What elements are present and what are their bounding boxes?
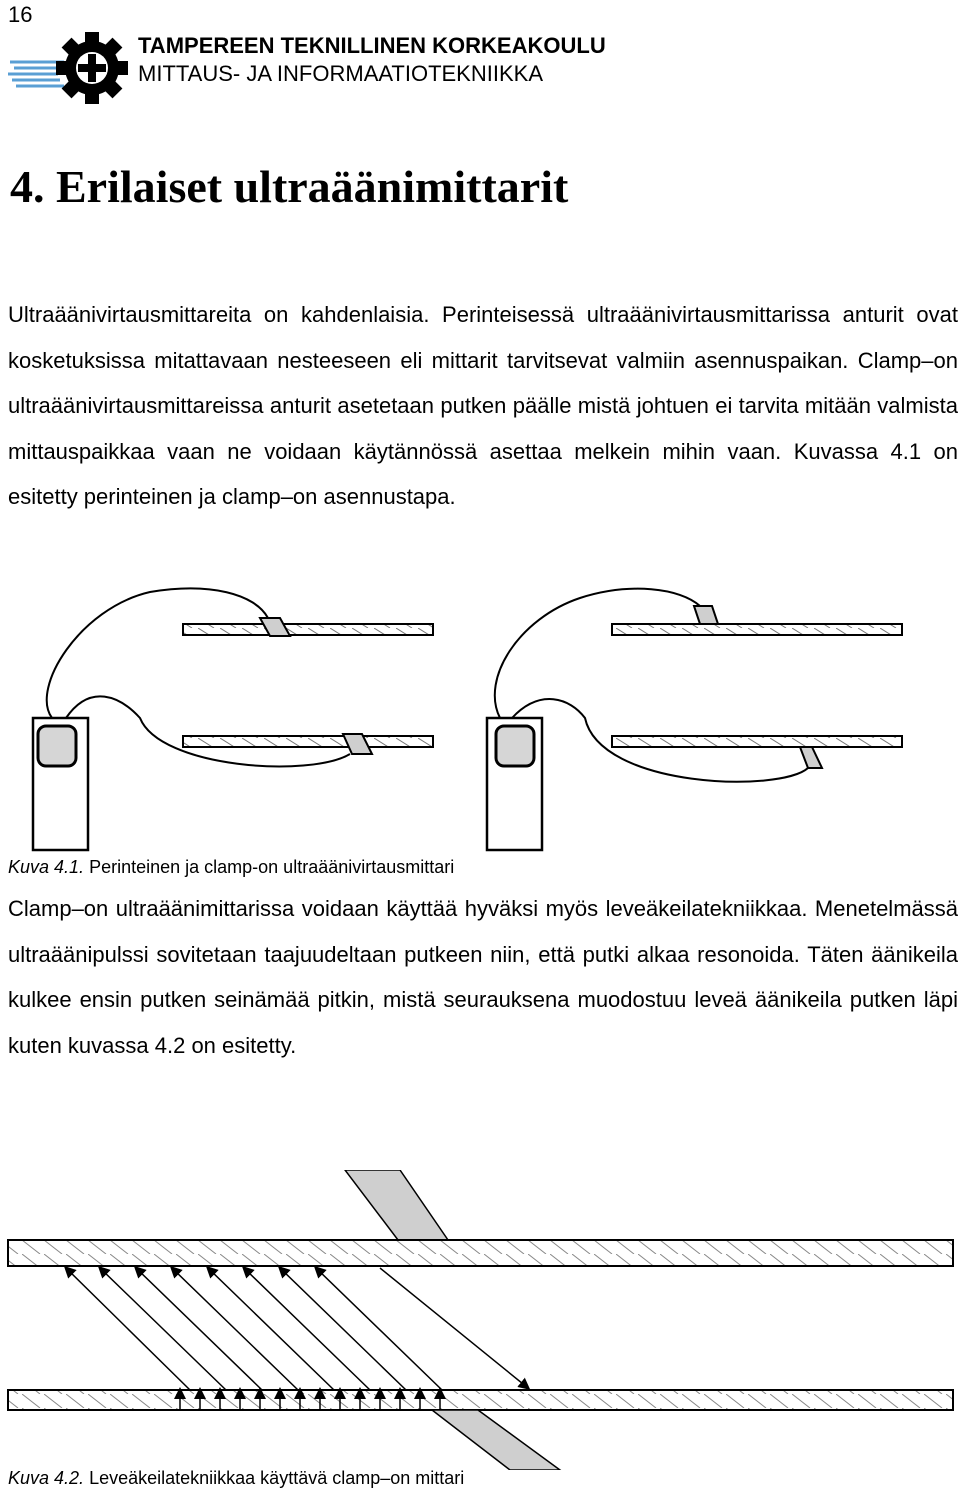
figure-4-1-caption xyxy=(8,857,454,878)
wide-beam-diagram xyxy=(8,1170,953,1470)
figure-4-1 xyxy=(0,578,960,858)
conventional-meter-diagram xyxy=(33,588,433,850)
lower-clamp-transducer xyxy=(800,747,822,768)
upper-pipe-wall xyxy=(8,1240,953,1266)
lower-pipe-wall xyxy=(183,736,433,747)
cable-to-lower xyxy=(66,696,350,766)
page-number: 16 xyxy=(8,2,33,27)
logo-gear xyxy=(56,32,128,104)
lower-pipe-wall xyxy=(8,1390,953,1410)
lower-beam-transducer xyxy=(432,1410,560,1470)
upper-pipe-wall xyxy=(612,624,902,635)
body-paragraph-2: Clamp–on ultraäänimittarissa voidaan käyttää hyväksi myös leveäkeilatekniikkaa. Menetelmässä ultraäänipulssi sovitetaan taajuudeltaan putkeen niin, että putki alkaa resonoida. Täten äänikeila kulkee ensin putken seinämää pitkin, mistä seurauksena muodostuu leveä äänikeila putken läpi kuten kuvassa 4.2 on esitetty. xyxy=(8,896,958,1058)
department-name: MITTAUS- JA INFORMAATIOTEKNIIKKA xyxy=(138,61,543,86)
logo-speed-lines xyxy=(8,62,64,86)
university-logo xyxy=(8,28,132,110)
figure-caption-text: Perinteinen ja clamp-on ultraäänivirtausmittari xyxy=(89,857,455,877)
figure-4-2 xyxy=(0,1170,960,1470)
header-block xyxy=(138,32,606,88)
upper-clamp-transducer xyxy=(694,606,718,624)
meter-display xyxy=(496,726,534,766)
upper-beam-transducer xyxy=(345,1170,448,1240)
figure-label: Kuva 4.2. xyxy=(8,1468,85,1488)
institution-name: TAMPEREEN TEKNILLINEN KORKEAKOULU xyxy=(138,33,606,58)
meter-display xyxy=(38,726,76,766)
clamp-on-meter-diagram xyxy=(487,589,902,850)
chapter-heading: 4. Erilaiset ultraäänimittarit xyxy=(10,161,569,212)
cable-to-upper xyxy=(47,588,268,718)
body-paragraph-1: Ultraäänivirtausmittareita on kahdenlaisia. Perinteisessä ultraäänivirtausmittarissa anturit ovat kosketuksissa mitattavaan nesteeseen eli mittarit tarvitsevat valmiin asennuspaikan. Clamp–on ultraäänivirtausmittareissa anturit asetetaan putken päälle mistä johtuen ei tarvita mitään valmista mittauspaikkaa vaan ne voidaan käytännössä asettaa melkein mihin vaan. Kuvassa 4.1 on esitetty perinteinen ja clamp–on asennustapa. xyxy=(8,302,958,510)
upper-pipe-wall xyxy=(183,624,433,635)
cable-to-upper xyxy=(495,589,700,718)
lower-pipe-wall xyxy=(612,736,902,747)
figure-4-2-caption xyxy=(8,1468,464,1489)
figure-label: Kuva 4.1. xyxy=(8,857,85,877)
sound-beam-rays xyxy=(66,1268,528,1390)
figure-caption-text: Leveäkeilatekniikkaa käyttävä clamp–on mittari xyxy=(89,1468,465,1488)
